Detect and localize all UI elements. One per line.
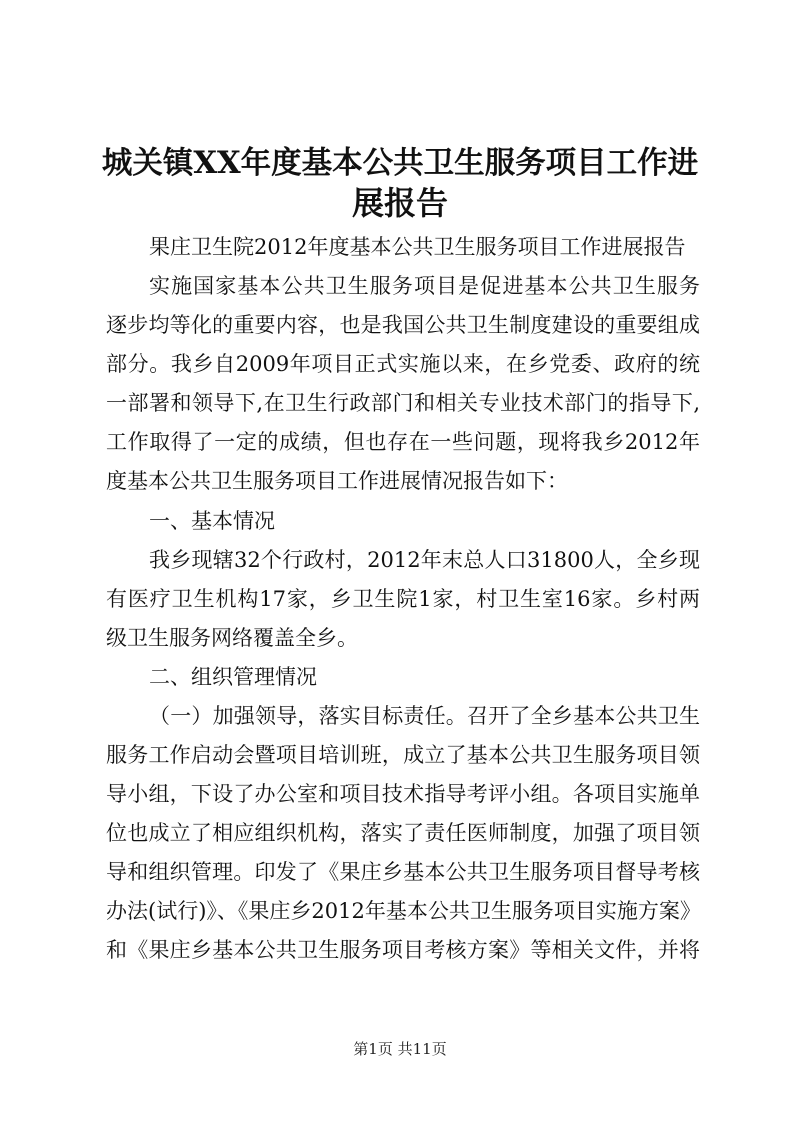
paragraph-line: 级卫生服务网络覆盖全乡。 bbox=[106, 626, 358, 650]
paragraph-line: 度基本公共卫生服务项目工作进展情况报告如下： bbox=[106, 469, 568, 493]
paragraph-line: 工作取得了一定的成绩，但也存在一些问题，现将我乡2012年 bbox=[106, 430, 700, 454]
paragraph-line: 有医疗卫生机构17家，乡卫生院1家，村卫生室16家。乡村两 bbox=[106, 587, 700, 611]
paragraph-line: 一部署和领导下,在卫生行政部门和相关专业技术部门的指导下, bbox=[106, 391, 700, 415]
section-heading: 二、组织管理情况 bbox=[149, 665, 317, 689]
document-title-line-1: 城关镇XX年度基本公共卫生服务项目工作进 bbox=[101, 145, 699, 181]
paragraph-line: 位也成立了相应组织机构，落实了责任医师制度，加强了项目领 bbox=[106, 821, 700, 845]
subtitle-line: 果庄卫生院2012年度基本公共卫生服务项目工作进展报告 bbox=[149, 235, 686, 259]
paragraph-line: 我乡现辖32个行政村，2012年末总人口31800人，全乡现 bbox=[149, 548, 700, 572]
paragraph-line: 实施国家基本公共卫生服务项目是促进基本公共卫生服务 bbox=[149, 274, 700, 298]
paragraph-line: 导小组，下设了办公室和项目技术指导考评小组。各项目实施单 bbox=[106, 782, 700, 806]
paragraph-line: 导和组织管理。印发了《果庄乡基本公共卫生服务项目督导考核 bbox=[106, 860, 700, 884]
paragraph-line: 办法(试行)》、《果庄乡2012年基本公共卫生服务项目实施方案》 bbox=[106, 899, 701, 923]
page-number-footer: 第1页 共11页 bbox=[353, 1040, 447, 1058]
paragraph-line: 和《果庄乡基本公共卫生服务项目考核方案》等相关文件，并将 bbox=[106, 938, 700, 962]
paragraph-line: 逐步均等化的重要内容，也是我国公共卫生制度建设的重要组成 bbox=[106, 313, 700, 337]
paragraph-line: 部分。我乡自2009年项目正式实施以来，在乡党委、政府的统 bbox=[106, 352, 700, 376]
section-heading: 一、基本情况 bbox=[149, 509, 275, 533]
paragraph-line: （一）加强领导，落实目标责任。召开了全乡基本公共卫生 bbox=[149, 704, 700, 728]
document-title-line-2: 展报告 bbox=[351, 184, 448, 222]
paragraph-line: 服务工作启动会暨项目培训班，成立了基本公共卫生服务项目领 bbox=[106, 743, 700, 767]
